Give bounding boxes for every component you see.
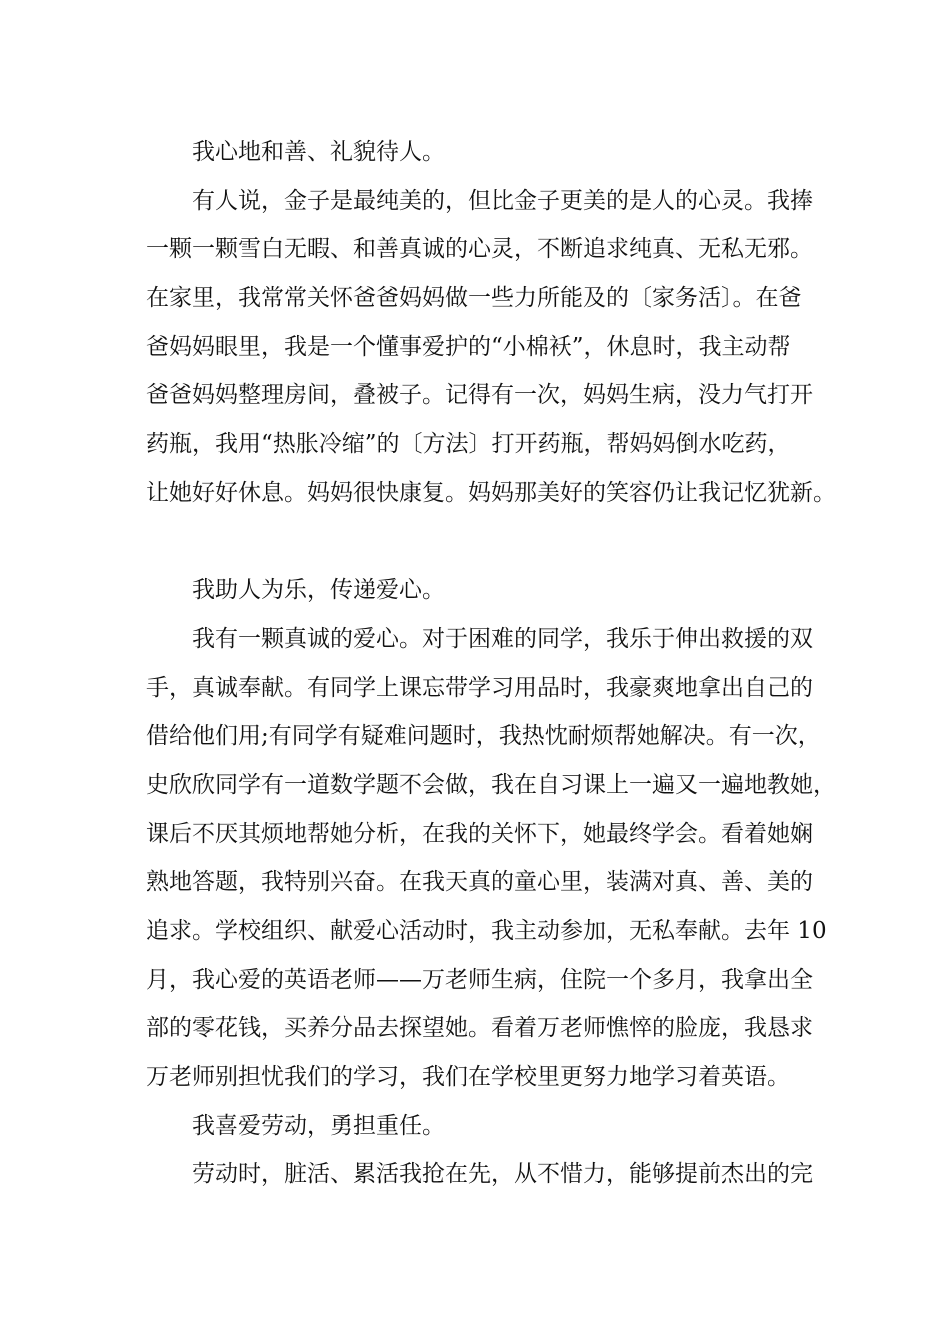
paragraph-line: 在家里，我常常关怀爸爸妈妈做一些力所能及的〔家务活〕。在爸 [146,285,802,312]
paragraph-line: 让她好好休息。妈妈很快康复。妈妈那美好的笑容仍让我记忆犹新。 [146,479,836,506]
paragraph-line: 部的零花钱，买养分品去探望她。看着万老师憔悴的脸庞，我恳求 [146,1015,813,1042]
paragraph-line: 劳动时，脏活、累活我抢在先，从不惜力，能够提前杰出的完 [192,1161,813,1188]
paragraph-line: 有人说，金子是最纯美的，但比金子更美的是人的心灵。我捧 [192,187,813,214]
paragraph-line: 追求。学校组织、献爱心活动时，我主动参加，无私奉献。去年 10 [146,918,827,944]
paragraph-line: 课后不厌其烦地帮她分析，在我的关怀下，她最终学会。看着她娴 [146,820,813,847]
document-body [146,128,836,1199]
section-heading-kindness: 我心地和善、礼貌待人。 [192,139,445,165]
section-heading-labor: 我喜爱劳动，勇担重任。 [192,1112,445,1139]
section-heading-helping-others: 我助人为乐，传递爱心。 [192,577,445,604]
paragraph-line: 万老师别担忧我们的学习，我们在学校里更努力地学习着英语。 [146,1064,790,1091]
paragraph-line: 手，真诚奉献。有同学上课忘带学习用品时，我豪爽地拿出自己的 [146,674,813,701]
paragraph-line: 史欣欣同学有一道数学题不会做，我在自习课上一遍又一遍地教她， [146,771,836,798]
paragraph-line: 爸妈妈眼里，我是一个懂事爱护的“小棉袄”，休息时，我主动帮 [146,333,791,360]
paragraph-line: 一颗一颗雪白无暇、和善真诚的心灵，不断追求纯真、无私无邪。 [146,236,813,263]
paragraph-line: 月，我心爱的英语老师——万老师生病，住院一个多月，我拿出全 [146,966,813,993]
paragraph-line: 熟地答题，我特别兴奋。在我天真的童心里，装满对真、善、美的 [146,869,813,896]
paragraph-line: 我有一颗真诚的爱心。对于困难的同学，我乐于伸出救援的双 [192,625,813,652]
blank-line [146,518,826,567]
paragraph-line: 药瓶，我用“热胀冷缩”的〔方法〕打开药瓶，帮妈妈倒水吃药， [146,431,791,458]
paragraph-line: 借给他们用;有同学有疑难问题时，我热忱耐烦帮她解决。有一次， [146,723,821,750]
paragraph-line: 爸爸妈妈整理房间，叠被子。记得有一次，妈妈生病，没力气打开 [146,382,813,409]
